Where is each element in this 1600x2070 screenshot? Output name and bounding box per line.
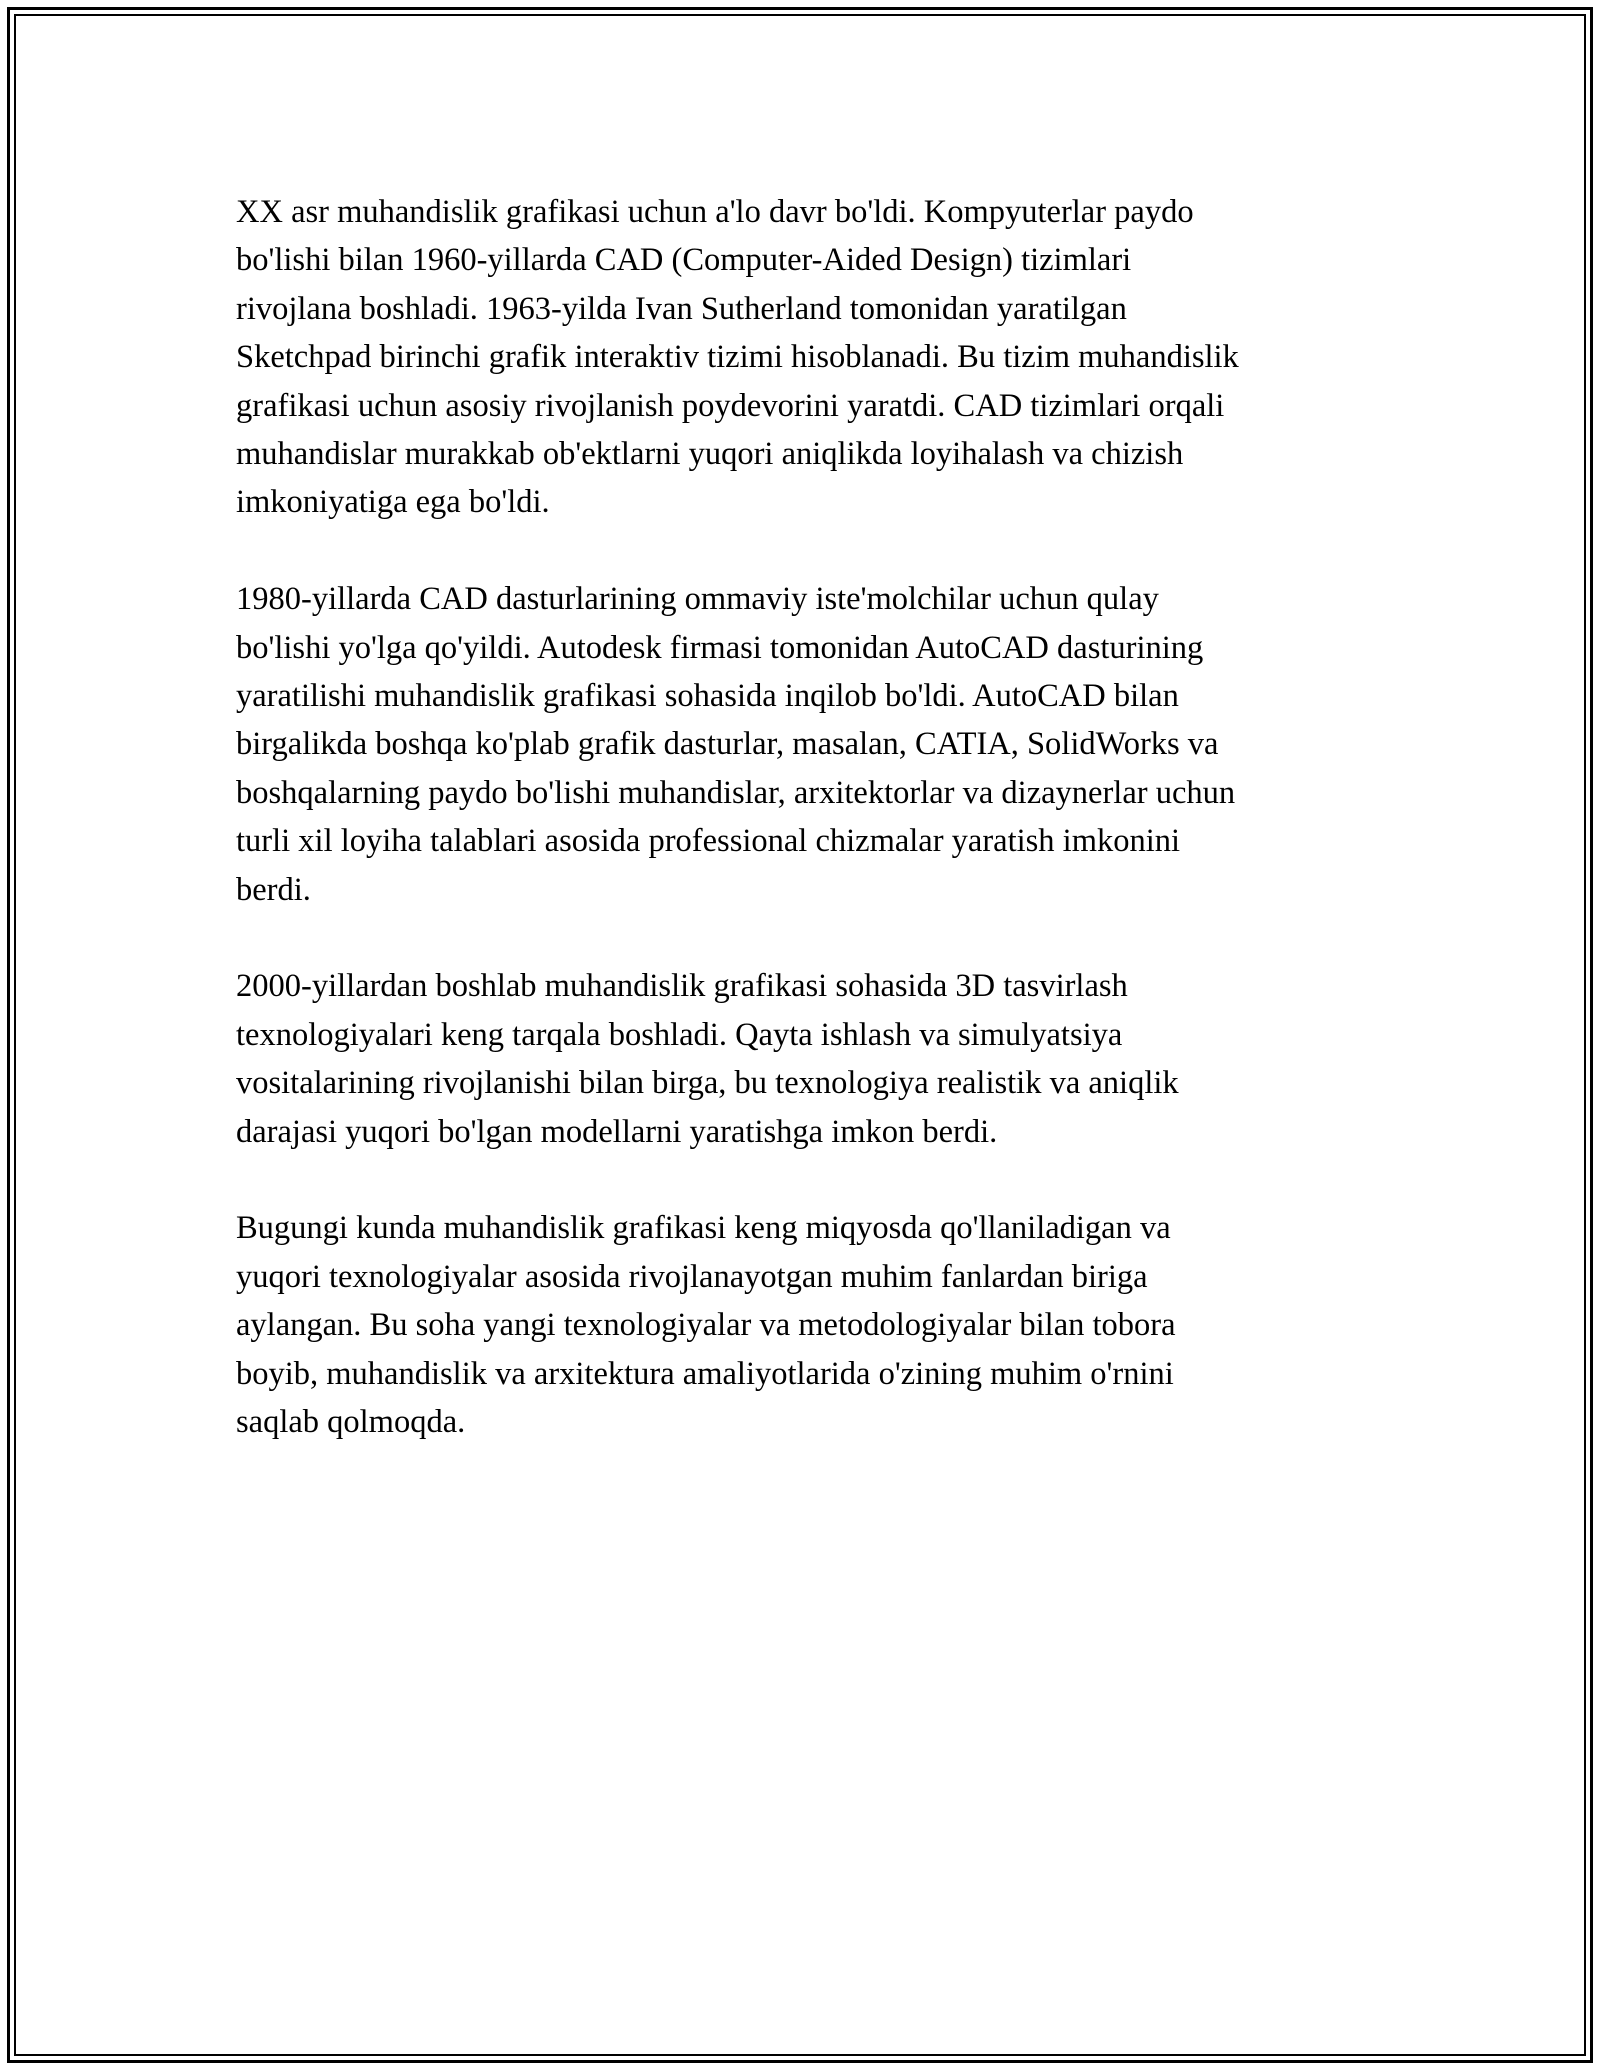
text-line: boyib, muhandislik va arxitektura amaliyotlarida o'zining muhim o'rnini xyxy=(236,1355,1174,1392)
text-line: Bugungi kunda muhandislik grafikasi keng miqyosda qo'llaniladigan va xyxy=(236,1210,1171,1247)
text-line: imkoniyatiga ega bo'ldi. xyxy=(236,484,550,521)
text-line: birgalikda boshqa ko'plab grafik dasturlar, masalan, CATIA, SolidWorks va xyxy=(236,726,1219,763)
text-line: grafikasi uchun asosiy rivojlanish poydevorini yaratdi. CAD tizimlari orqali xyxy=(236,387,1225,424)
text-line: boshqalarning paydo bo'lishi muhandislar, arxitektorlar va dizaynerlar uchun xyxy=(236,774,1236,811)
text-line: rivojlana boshladi. 1963-yilda Ivan Sutherland tomonidan yaratilgan xyxy=(236,290,1127,327)
paragraph-1 xyxy=(236,188,1411,527)
text-line: yaratilishi muhandislik grafikasi sohasida inqilob bo'ldi. AutoCAD bilan xyxy=(236,678,1179,715)
document-body xyxy=(236,188,1411,1495)
paragraph-3 xyxy=(236,962,1411,1156)
text-line: vositalarining rivojlanishi bilan birga, bu texnologiya realistik va aniqlik xyxy=(236,1065,1179,1102)
text-line: darajasi yuqori bo'lgan modellarni yaratishga imkon berdi. xyxy=(236,1113,998,1150)
text-line: yuqori texnologiyalar asosida rivojlanayotgan muhim fanlardan biriga xyxy=(236,1258,1148,1295)
text-line: bo'lishi bilan 1960-yillarda CAD (Computer-Aided Design) tizimlari xyxy=(236,242,1132,279)
text-line: berdi. xyxy=(236,871,311,908)
text-line: muhandislar murakkab ob'ektlarni yuqori aniqlikda loyihalash va chizish xyxy=(236,436,1184,473)
text-line: 2000-yillardan boshlab muhandislik grafikasi sohasida 3D tasvirlash xyxy=(236,968,1128,1005)
paragraph-2 xyxy=(236,575,1411,914)
text-line: saqlab qolmoqda. xyxy=(236,1404,466,1441)
text-line: texnologiyalari keng tarqala boshladi. Qayta ishlash va simulyatsiya xyxy=(236,1016,1123,1053)
text-line: aylangan. Bu soha yangi texnologiyalar va metodologiyalar bilan tobora xyxy=(236,1307,1176,1344)
text-line: Sketchpad birinchi grafik interaktiv tizimi hisoblanadi. Bu tizim muhandislik xyxy=(236,339,1239,376)
text-line: turli xil loyiha talablari asosida professional chizmalar yaratish imkonini xyxy=(236,823,1181,860)
text-line: bo'lishi yo'lga qo'yildi. Autodesk firmasi tomonidan AutoCAD dasturining xyxy=(236,629,1204,666)
text-line: XX asr muhandislik grafikasi uchun a'lo davr bo'ldi. Kompyuterlar paydo xyxy=(236,194,1194,230)
paragraph-4 xyxy=(236,1204,1411,1446)
text-line: 1980-yillarda CAD dasturlarining ommaviy iste'molchilar uchun qulay xyxy=(236,581,1159,618)
